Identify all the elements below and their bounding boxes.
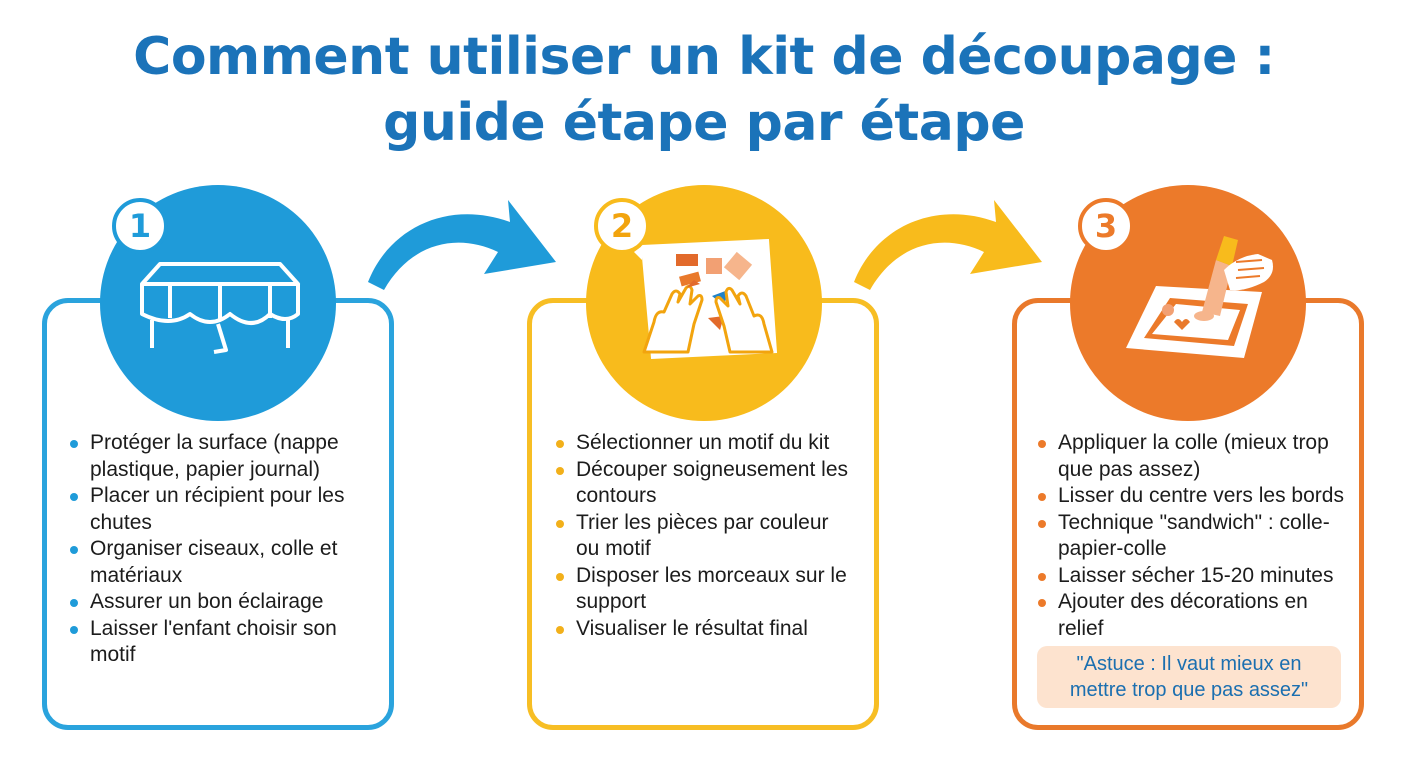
tablecloth-icon: [130, 248, 310, 378]
list-item: Placer un récipient pour les chutes: [68, 483, 368, 536]
list-item: Disposer les morceaux sur le support: [554, 563, 854, 616]
list-item: Technique "sandwich" : colle-papier-colle: [1036, 510, 1356, 563]
step-1-list: [68, 430, 368, 669]
list-item: Appliquer la colle (mieux trop que pas assez): [1036, 430, 1356, 483]
arrow-right-icon: [846, 186, 1046, 296]
hands-cutting-pieces-icon: [628, 232, 788, 362]
list-item: Lisser du centre vers les bords: [1036, 483, 1356, 510]
title-line-1: Comment utiliser un kit de découpage :: [133, 27, 1275, 87]
list-item: Visualiser le résultat final: [554, 616, 854, 643]
list-item: Laisser l'enfant choisir son motif: [68, 616, 368, 669]
step-3-badge: 3: [1078, 198, 1134, 254]
title-line-2: guide étape par étape: [383, 93, 1025, 153]
list-item: Sélectionner un motif du kit: [554, 430, 854, 457]
list-item: Découper soigneusement les contours: [554, 457, 854, 510]
step-3-list: [1036, 430, 1356, 642]
list-item: Organiser ciseaux, colle et matériaux: [68, 536, 368, 589]
tip-line-2: mettre trop que pas assez": [1069, 679, 1309, 701]
page-title: [0, 24, 1408, 156]
step-2-badge: 2: [594, 198, 650, 254]
tip-line-1: "Astuce : Il vaut mieux en: [1076, 653, 1302, 675]
list-item: Assurer un bon éclairage: [68, 589, 368, 616]
list-item: Ajouter des décorations en relief: [1036, 589, 1356, 642]
list-item: Protéger la surface (nappe plastique, papier journal): [68, 430, 368, 483]
tip-box: [1037, 646, 1341, 708]
list-item: Trier les pièces par couleur ou motif: [554, 510, 854, 563]
list-item: Laisser sécher 15-20 minutes: [1036, 563, 1356, 590]
step-2-list: [554, 430, 854, 642]
arrow-right-icon: [360, 186, 560, 296]
glue-application-icon: [1112, 230, 1282, 370]
step-1-badge: 1: [112, 198, 168, 254]
